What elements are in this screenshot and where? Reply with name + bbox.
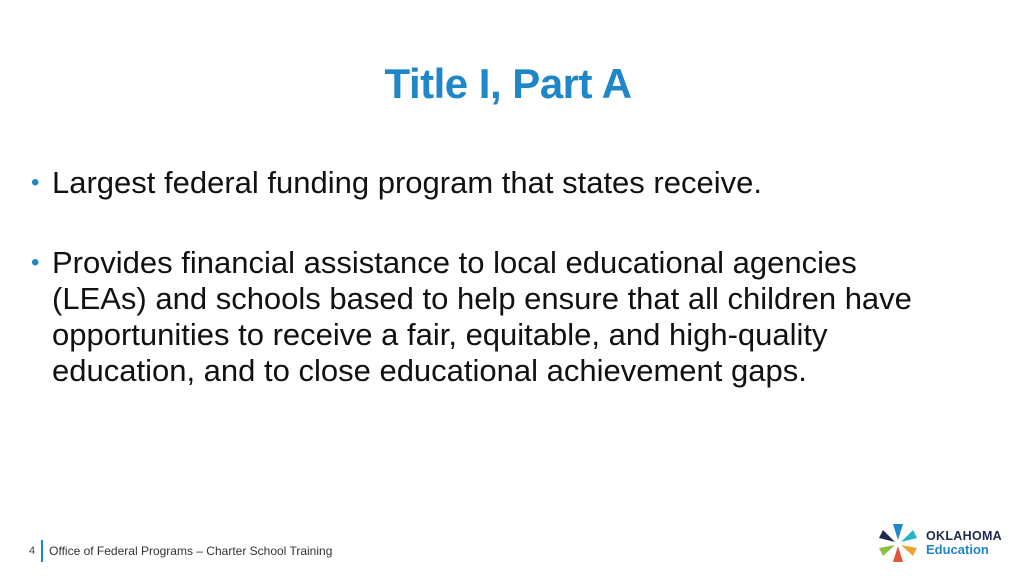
logo-text [926, 529, 1002, 557]
bullet-dot: • [31, 169, 40, 196]
bullet-list [30, 165, 930, 389]
footer-text: Office of Federal Programs – Charter School Training [49, 544, 333, 558]
bullet-item [30, 165, 930, 201]
footer-divider [41, 540, 43, 562]
footer [29, 540, 332, 562]
page-number: 4 [29, 545, 36, 557]
bullet-item [30, 245, 930, 389]
bullet-dot: • [31, 249, 40, 276]
oklahoma-education-star-logo-icon [876, 521, 920, 565]
logo-line-oklahoma: OKLAHOMA [926, 529, 1003, 543]
oklahoma-education-logo [876, 521, 1002, 565]
slide-title: Title I, Part A [384, 60, 632, 107]
logo-line-education: Education [926, 542, 989, 557]
bullet-text: Provides financial assistance to local educational agencies (LEAs) and schools based to help ensure that all children have opportunities to receive a fair, equitable, and high-quality education, and to close educational achievement gaps. [52, 245, 912, 388]
bullet-text: Largest federal funding program that states receive. [52, 165, 762, 200]
